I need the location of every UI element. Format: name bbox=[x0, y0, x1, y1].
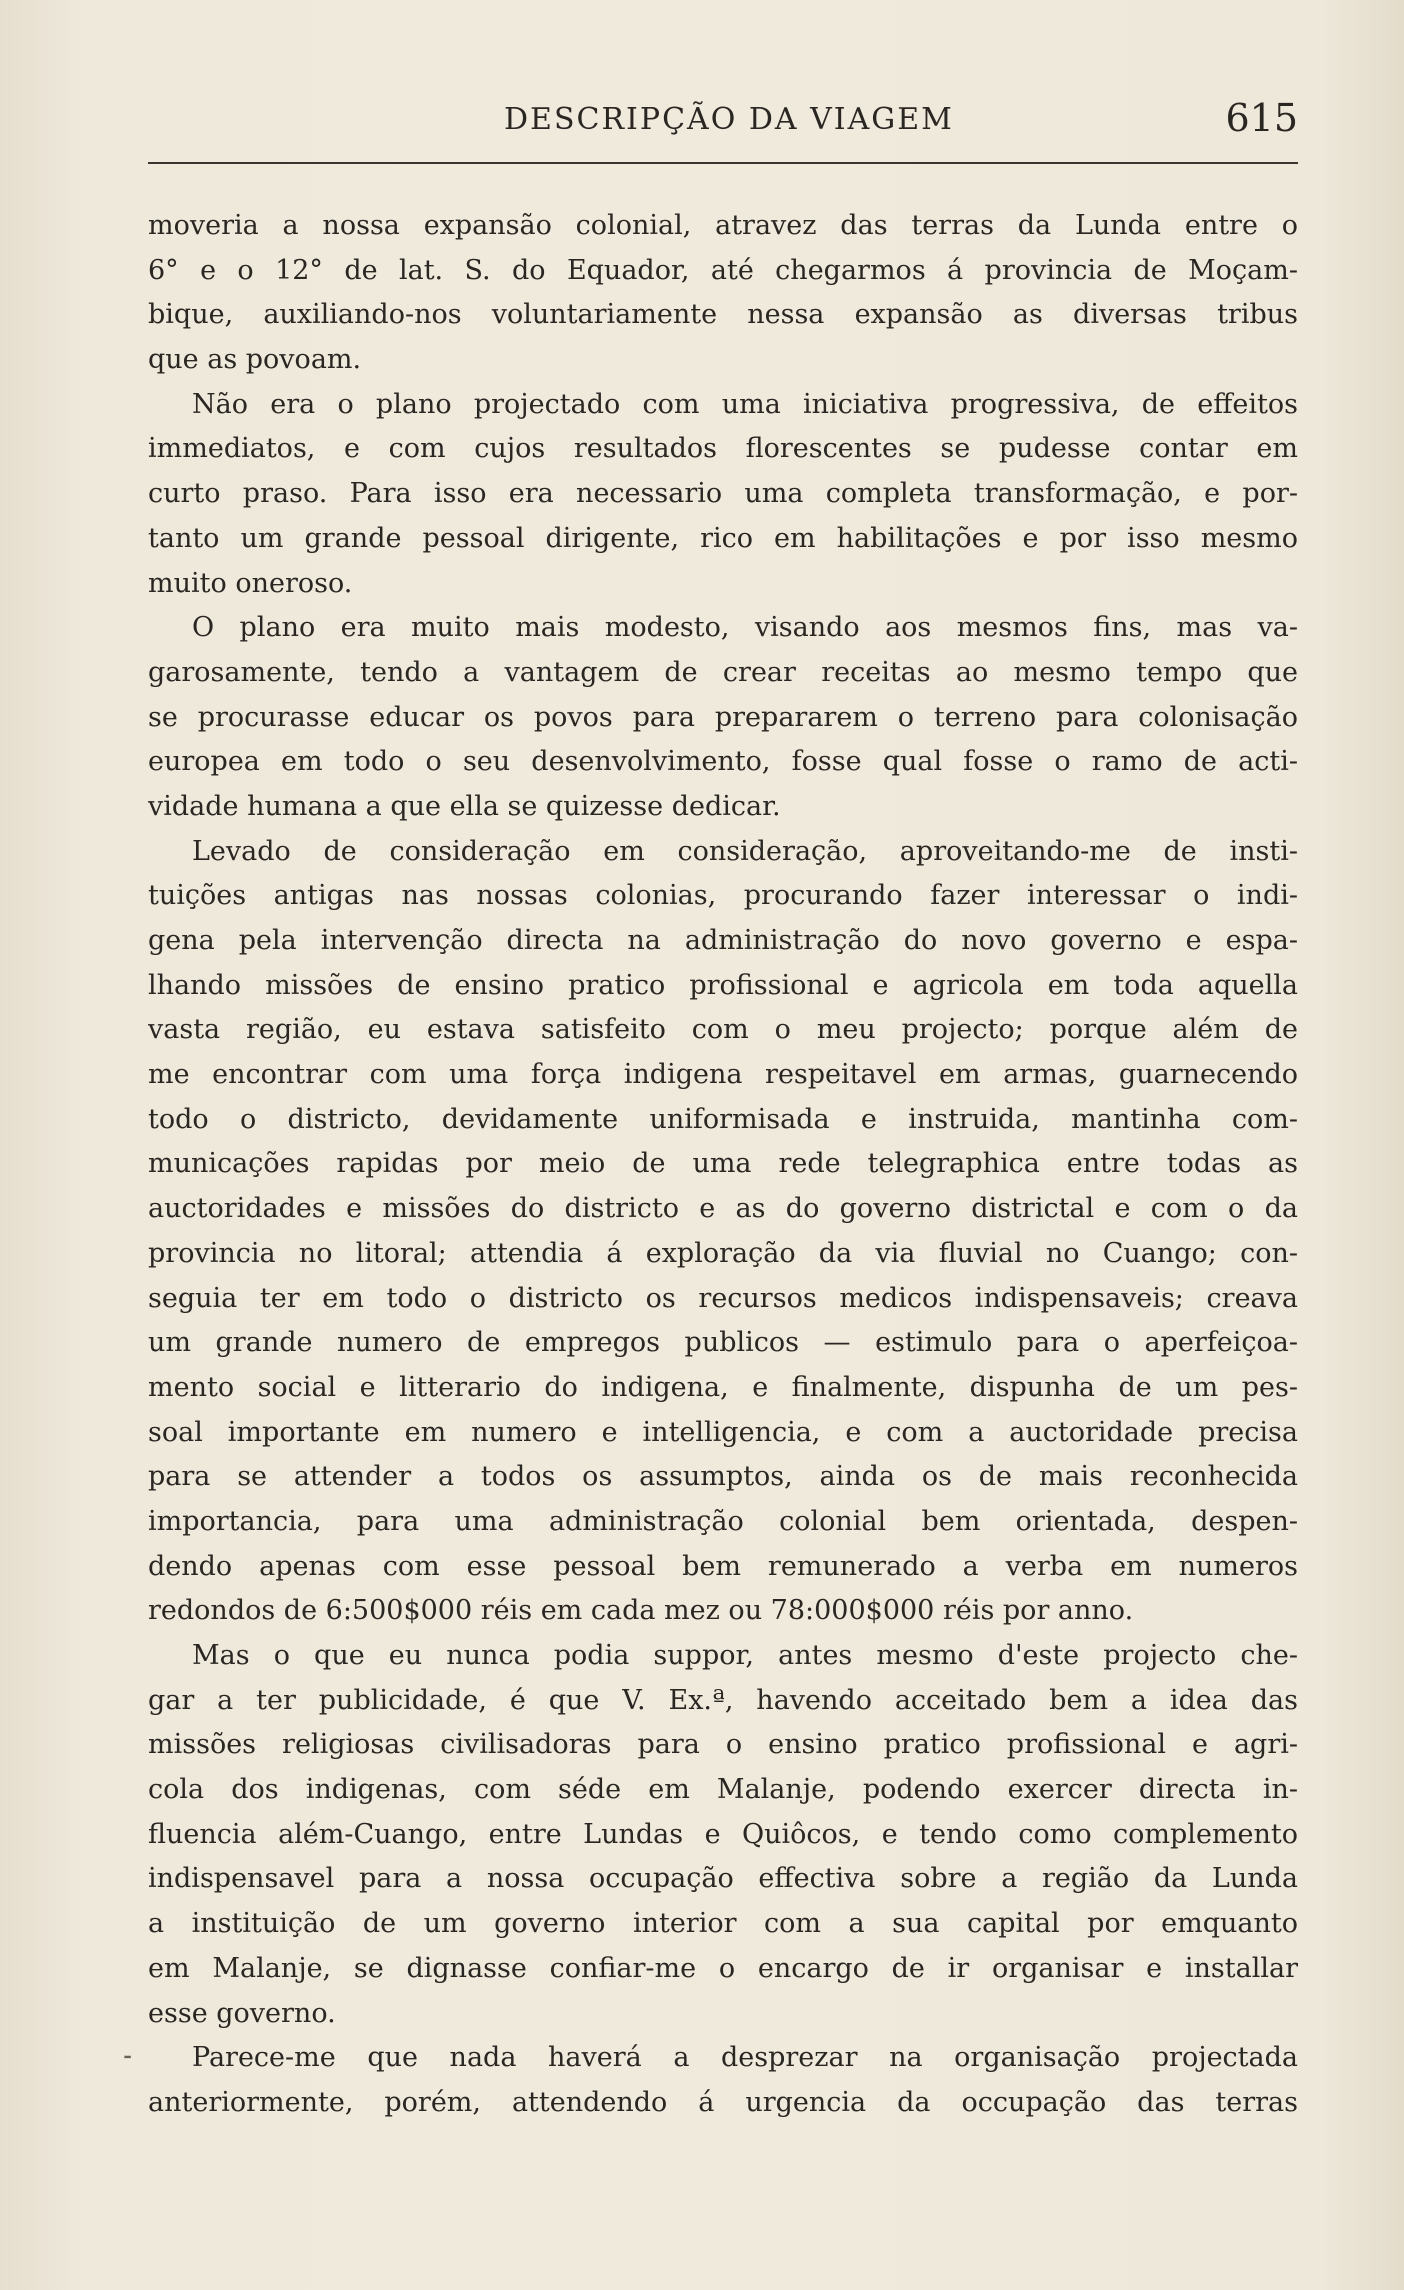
text-line: mento social e litterario do indigena, e finalmente, dispunha de um pes- bbox=[148, 1371, 1298, 1403]
text-line: vasta região, eu estava satisfeito com o meu projecto; porque além de bbox=[148, 1014, 1298, 1046]
text-line: seguia ter em todo o districto os recursos medicos indispensaveis; creava bbox=[148, 1282, 1298, 1314]
text-line: O plano era muito mais modesto, visando aos mesmos fins, mas va- bbox=[192, 612, 1298, 644]
text-line: Levado de consideração em consideração, aproveitando-me de insti- bbox=[192, 835, 1298, 867]
text-line: curto praso. Para isso era necessario uma completa transformação, e por- bbox=[148, 478, 1298, 510]
text-line: europea em todo o seu desenvolvimento, fosse qual fosse o ramo de acti- bbox=[148, 746, 1298, 778]
text-line: garosamente, tendo a vantagem de crear receitas ao mesmo tempo que bbox=[148, 656, 1298, 688]
paragraph bbox=[148, 383, 1298, 606]
text-line: em Malanje, se dignasse confiar-me o encargo de ir organisar e installar bbox=[148, 1952, 1298, 1984]
text-line: dendo apenas com esse pessoal bem remunerado a verba em numeros bbox=[148, 1550, 1298, 1582]
text-line: gena pela intervenção directa na administração do novo governo e espa- bbox=[148, 925, 1298, 956]
text-line: para se attender a todos os assumptos, ainda os de mais reconhecida bbox=[148, 1461, 1298, 1493]
header-rule bbox=[148, 162, 1298, 164]
body-text bbox=[148, 204, 1298, 2126]
text-line: moveria a nossa expansão colonial, atravez das terras da Lunda entre o bbox=[148, 210, 1298, 241]
text-line: soal importante em numero e intelligencia, e com a auctoridade precisa bbox=[148, 1416, 1298, 1448]
text-line: tuições antigas nas nossas colonias, procurando fazer interessar o indi- bbox=[148, 880, 1298, 912]
text-line: Parece-me que nada haverá a desprezar na organisação projectada bbox=[192, 2042, 1298, 2074]
text-line: Mas o que eu nunca podia suppor, antes mesmo d'este projecto che- bbox=[192, 1640, 1298, 1671]
text-line: auctoridades e missões do districto e as do governo districtal e com o da bbox=[148, 1193, 1298, 1225]
text-line: missões religiosas civilisadoras para o ensino pratico profissional e agri- bbox=[148, 1729, 1298, 1761]
paragraph bbox=[148, 1634, 1298, 2036]
paragraph bbox=[148, 830, 1298, 1634]
text-line: todo o districto, devidamente uniformisada e instruida, mantinha com- bbox=[148, 1103, 1298, 1135]
text-line: cola dos indigenas, com séde em Malanje, podendo exercer directa in- bbox=[148, 1774, 1298, 1806]
text-line: tanto um grande pessoal dirigente, rico em habilitações e por isso mesmo bbox=[148, 522, 1298, 554]
text-line: municações rapidas por meio de uma rede telegraphica entre todas as bbox=[148, 1148, 1298, 1180]
page-header bbox=[148, 96, 1298, 156]
text-line: vidade humana a que ella se quizesse dedicar. bbox=[148, 790, 781, 822]
paragraph bbox=[148, 606, 1298, 829]
text-line: gar a ter publicidade, é que V. Ex.ª, havendo acceitado bem a idea das bbox=[148, 1684, 1298, 1716]
text-line: que as povoam. bbox=[148, 344, 362, 376]
text-line: indispensavel para a nossa occupação effectiva sobre a região da Lunda bbox=[148, 1863, 1298, 1895]
text-line: importancia, para uma administração colonial bem orientada, despen- bbox=[148, 1505, 1298, 1537]
text-line: provincia no litoral; attendia á exploração da via fluvial no Cuango; con- bbox=[148, 1237, 1298, 1269]
text-line: anteriormente, porém, attendendo á urgencia da occupação das terras bbox=[148, 2086, 1298, 2118]
text-line: fluencia além-Cuango, entre Lundas e Quiôcos, e tendo como complemento bbox=[148, 1818, 1298, 1850]
paragraph bbox=[148, 204, 1298, 383]
text-line: se procurasse educar os povos para prepararem o terreno para colonisação bbox=[148, 701, 1298, 733]
text-line: um grande numero de empregos publicos — estimulo para o aperfeiçoa- bbox=[148, 1327, 1298, 1359]
text-line: Não era o plano projectado com uma iniciativa progressiva, de effeitos bbox=[192, 388, 1298, 420]
page-number: 615 bbox=[1225, 96, 1298, 140]
paragraph bbox=[148, 2036, 1298, 2125]
text-line: a instituição de um governo interior com a sua capital por emquanto bbox=[148, 1908, 1298, 1940]
text-line: redondos de 6:500$000 réis em cada mez ou 78:000$000 réis por anno. bbox=[148, 1595, 1134, 1627]
running-title: DESCRIPÇÃO DA VIAGEM bbox=[504, 102, 954, 137]
text-line: muito oneroso. bbox=[148, 567, 353, 599]
text-line: 6° e o 12° de lat. S. do Equador, até chegarmos á provincia de Moçam- bbox=[148, 254, 1298, 286]
text-line: bique, auxiliando-nos voluntariamente nessa expansão as diversas tribus bbox=[148, 299, 1298, 331]
text-line: immediatos, e com cujos resultados florescentes se pudesse contar em bbox=[148, 433, 1298, 465]
margin-mark-icon: ⁃ bbox=[122, 2046, 133, 2071]
text-line: lhando missões de ensino pratico profissional e agricola em toda aquella bbox=[148, 969, 1298, 1001]
text-line: me encontrar com uma força indigena respeitavel em armas, guarnecendo bbox=[148, 1059, 1298, 1091]
text-line: esse governo. bbox=[148, 1997, 336, 2029]
